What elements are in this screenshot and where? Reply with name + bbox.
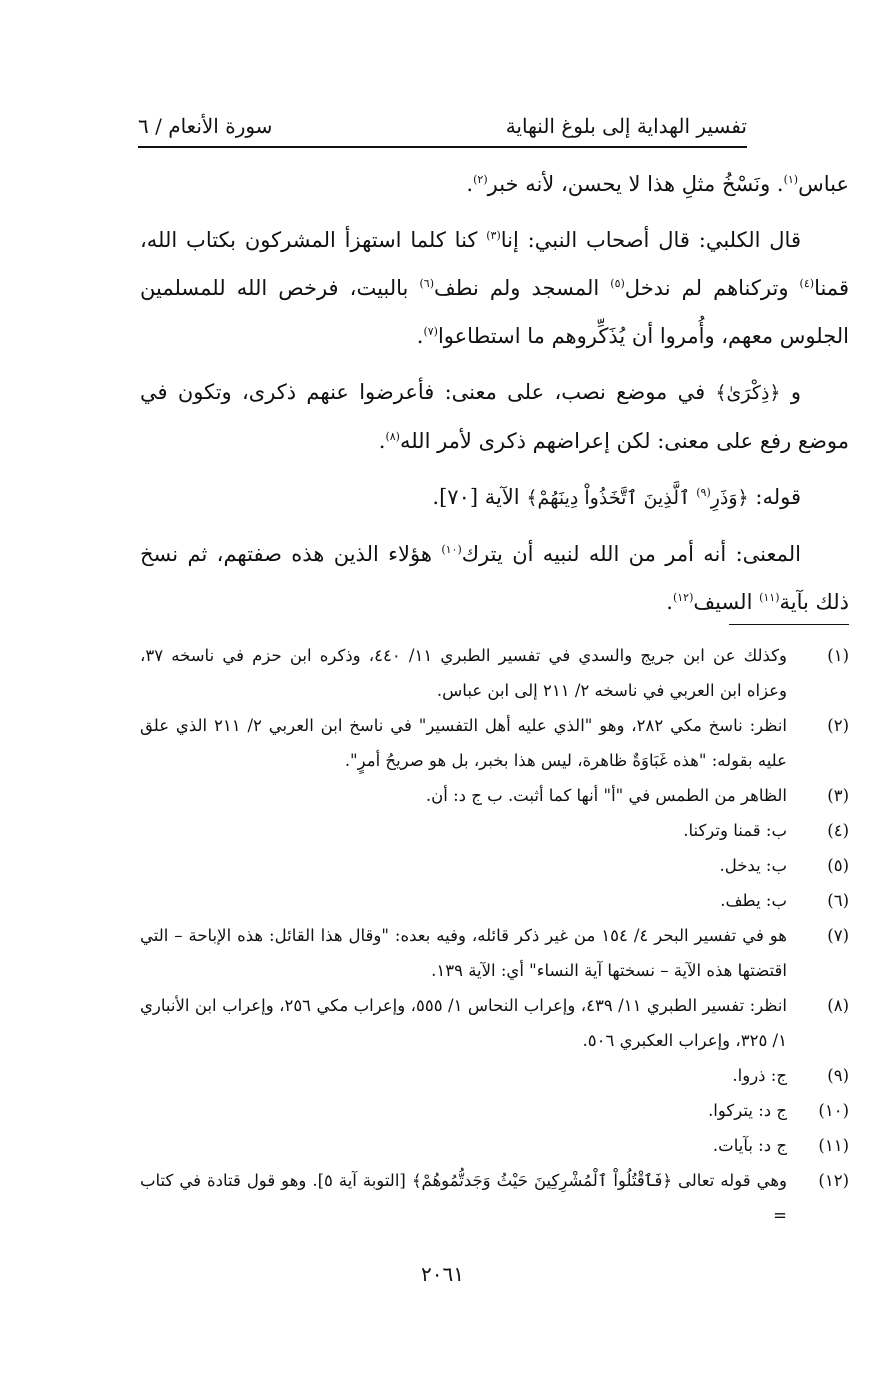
footnote-number: (٩) <box>827 1066 849 1085</box>
surah-label: سورة الأنعام / ٦ <box>138 114 273 138</box>
footnote-text: ج د: يتركوا. <box>708 1101 787 1120</box>
header-rule <box>138 146 747 148</box>
book-title: تفسير الهداية إلى بلوغ النهاية <box>505 114 747 138</box>
footnote-number: (١) <box>827 646 849 665</box>
footnote-ref: (١٠) <box>441 543 462 556</box>
footnote-ref: (١) <box>783 173 799 186</box>
footnote-ref: (٥) <box>610 277 625 290</box>
paragraph-1: عباس$^{(١)}$. ونَسْخُ مثلِ هذا لا يحسن، لأنه خبر$^{(٢)}$. <box>466 172 849 196</box>
footnote-number: (٨) <box>827 996 849 1015</box>
footnote-number: (٤) <box>827 821 849 840</box>
paragraph-4: قوله: ﴿وَذَرِ$^{(٩)}$ ٱلَّذِينَ ٱتَّخَذُواْ دِينَهُمْ﴾ الآية [٧٠]. <box>432 485 801 509</box>
footnote <box>140 1128 849 1163</box>
footnote-ref: (١٢) <box>672 591 694 604</box>
footnote-ref: (٨) <box>385 430 400 443</box>
footnote-text: ج: ذروا. <box>732 1066 787 1085</box>
footnote <box>140 1093 849 1128</box>
paragraph-2: قال الكلبي: قال أصحاب النبي: إنا$^{(٣)}$ كنا كلما استهزأ المشركون بكتاب الله، قمنا$^{(٤)}$ وتركناهم لم ندخل$^{(٥)}$ المسجد ولم نطف$^{(٦)}$ بالبيت، فرخص الله للمسلمين الجلوس معهم، وأُمروا أن يُذَكِّروهم ما استطاعوا$^{(٧)}$. <box>140 228 849 348</box>
footnote-text: ب: يدخل. <box>719 856 787 875</box>
running-header <box>138 96 747 136</box>
footnote <box>140 988 849 1058</box>
footnote <box>140 708 849 778</box>
footnote-text: وكذلك عن ابن جريج والسدي في تفسير الطبري ١١/ ٤٤٠، وذكره ابن حزم في ناسخه ٣٧، وعزاه ابن العربي في ناسخه ٢/ ٢١١ إلى ابن عباس. <box>140 646 787 700</box>
footnote-text: ب: قمنا وتركنا. <box>683 821 787 840</box>
footnote <box>140 813 849 848</box>
page-number: ٢٠٦١ <box>421 1262 464 1286</box>
footnote-ref: (١١) <box>759 591 780 604</box>
footnote-number: (١٠) <box>818 1101 849 1120</box>
footnotes <box>140 638 849 1233</box>
paragraph-5: المعنى: أنه أمر من الله لنبيه أن يترك$^{(١٠)}$ هؤلاء الذين هذه صفتهم، ثم نسخ ذلك بآية$^{(١١)}$ السيف$^{(١٢)}$. <box>140 542 849 614</box>
footnote-text: انظر: تفسير الطبري ١١/ ٤٣٩، وإعراب النحاس ١/ ٥٥٥، وإعراب مكي ٢٥٦، وإعراب ابن الأنباري ١/ ٣٢٥، وإعراب العكبري ٥٠٦. <box>140 996 788 1050</box>
footnote <box>140 883 849 918</box>
footnote-number: (١٢) <box>818 1171 849 1190</box>
footnote-text: هو في تفسير البحر ٤/ ١٥٤ من غير ذكر قائله، وفيه بعده: "وقال هذا القائل: هذه الإباحة – التي اقتضتها هذه الآية – نسختها آية النساء" أي: الآية ١٣٩. <box>140 926 788 980</box>
footnote-number: (٣) <box>827 786 849 805</box>
main-text <box>140 160 849 634</box>
footnote <box>140 1058 849 1093</box>
footnote-ref: (٤) <box>799 277 815 290</box>
footnote-rule <box>729 624 849 625</box>
footnote-text: وهي قوله تعالى ﴿فَٱقْتُلُواْ ٱلْمُشْرِكِينَ حَيْثُ وَجَدتُّمُوهُمْ﴾ [التوبة آية ٥]. وهو قول قتادة في كتاب = <box>140 1171 787 1225</box>
footnote-text: ج د: بآيات. <box>712 1136 787 1155</box>
footnote-number: (٧) <box>827 926 849 945</box>
footnote-ref: (٢) <box>473 173 488 186</box>
footnote-ref: (٧) <box>423 325 438 338</box>
footnote-ref: (٩) <box>696 486 711 499</box>
quran-quote: ﴿ذِكْرَىٰ﴾ <box>715 382 781 404</box>
footnote-text: ب: يطف. <box>720 891 787 910</box>
footnote <box>140 778 849 813</box>
quran-quote: ﴿وَذَرِ <box>710 487 749 509</box>
quran-quote: ٱلَّذِينَ ٱتَّخَذُواْ دِينَهُمْ﴾ <box>526 487 697 509</box>
footnote-number: (٦) <box>827 891 849 910</box>
footnote-text: انظر: ناسخ مكي ٢٨٢، وهو "الذي عليه أهل التفسير" في ناسخ ابن العربي ٢/ ٢١١ الذي علق عليه بقوله: "هذه غَبَاوَةٌ ظاهرة، ليس هذا بخبر، بل هو صريحُ أمرٍ". <box>140 716 787 770</box>
footnote-ref: (٦) <box>419 277 434 290</box>
footnote-ref: (٣) <box>486 229 501 242</box>
paragraph-3: و ﴿ذِكْرَىٰ﴾ في موضع نصب، على معنى: فأعرضوا عنهم ذكرى، وتكون في موضع رفع على معنى: لكن إعراضهم ذكرى لأمر الله$^{(٨)}$. <box>140 380 849 453</box>
footnote <box>140 918 849 988</box>
footnote <box>140 638 849 708</box>
footnote-number: (٢) <box>827 716 849 735</box>
footnote <box>140 848 849 883</box>
footnote-number: (١١) <box>818 1136 849 1155</box>
footnote <box>140 1163 849 1233</box>
footnote-text: الظاهر من الطمس في "أ" أنها كما أثبت. ب ج د: أن. <box>425 786 787 805</box>
footnote-number: (٥) <box>827 856 849 875</box>
